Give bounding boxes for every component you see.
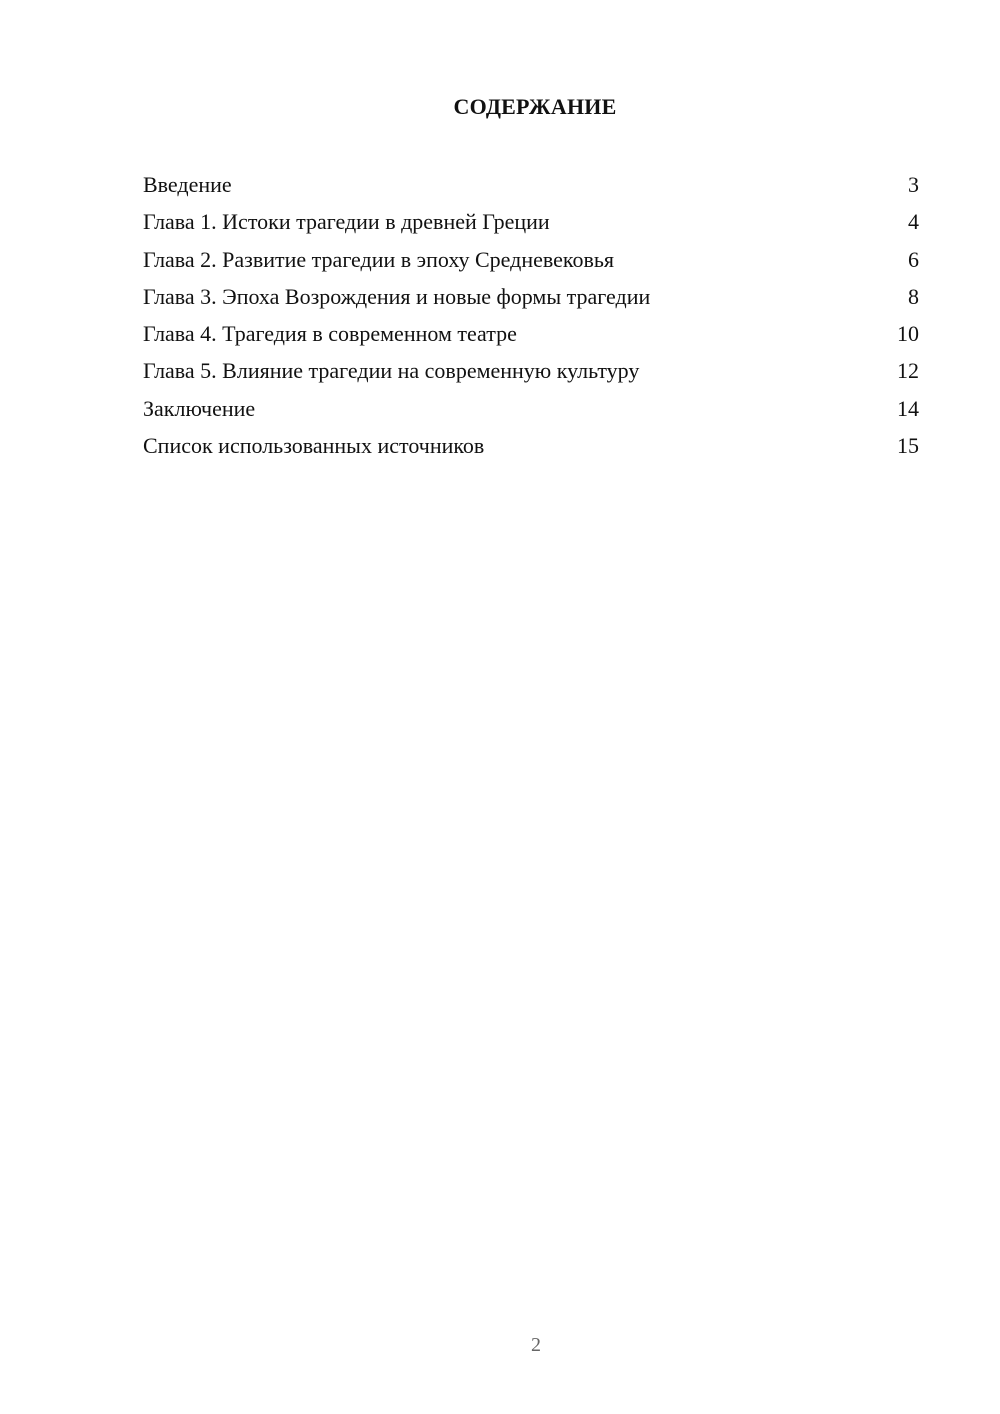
- toc-entry-page: 10: [897, 321, 919, 347]
- toc-entry-page: 14: [897, 395, 919, 421]
- toc-entry-label: Список использованных источников: [143, 433, 485, 459]
- toc-entry-page: 4: [908, 209, 919, 235]
- toc-entry-label: Глава 3. Эпоха Возрождения и новые формы трагедии: [143, 283, 651, 309]
- toc-entry-page: 3: [908, 172, 919, 197]
- toc-entry-introduction[interactable]: [143, 166, 919, 203]
- toc-entry-conclusion[interactable]: [143, 390, 919, 427]
- toc-entry-chapter-2[interactable]: [143, 241, 919, 278]
- toc-entry-chapter-3[interactable]: [143, 278, 919, 315]
- toc-entry-label: Глава 1. Истоки трагедии в древней Греции: [143, 209, 550, 235]
- toc-entry-page: 6: [908, 246, 919, 272]
- toc-entry-page: 15: [897, 433, 919, 459]
- toc-entry-page: 8: [908, 283, 919, 309]
- toc-entry-label: Введение: [143, 172, 232, 197]
- toc-entry-label: Глава 4. Трагедия в современном театре: [143, 321, 517, 347]
- toc-entry-chapter-5[interactable]: [143, 352, 919, 389]
- page-number: 2: [531, 1334, 541, 1356]
- toc-entry-label: Глава 2. Развитие трагедии в эпоху Средневековья: [143, 246, 615, 272]
- toc-entry-label: Заключение: [143, 395, 256, 421]
- toc-entry-references[interactable]: [143, 427, 919, 464]
- toc-entry-page: 12: [897, 358, 919, 384]
- toc-title: СОДЕРЖАНИЕ: [453, 94, 617, 119]
- toc-entry-label: Глава 5. Влияние трагедии на современную культуру: [143, 358, 640, 384]
- toc-entry-chapter-4[interactable]: [143, 315, 919, 352]
- toc-entry-chapter-1[interactable]: [143, 203, 919, 240]
- table-of-contents: [143, 166, 919, 464]
